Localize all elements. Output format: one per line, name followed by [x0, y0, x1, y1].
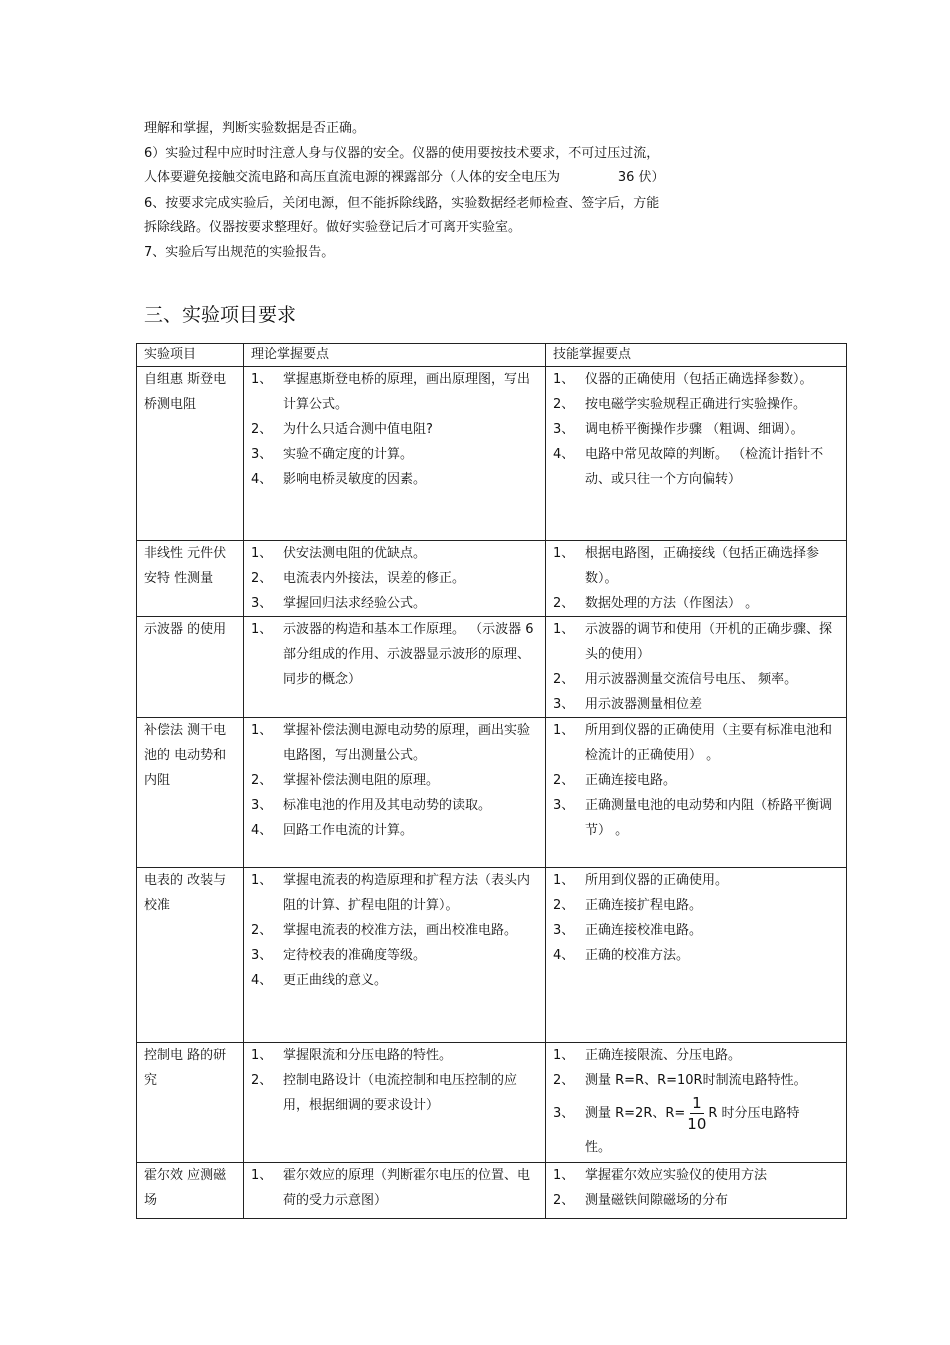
- item-text: 实验不确定度的计算。: [283, 447, 414, 462]
- item-text: 所用到仪器的正确使用（主要有标准电池和检流计的正确使用） 。: [585, 723, 833, 763]
- item-number: 3、: [553, 697, 575, 712]
- item-text: 正确测量电池的电动势和内阻（桥路平衡调节） 。: [585, 798, 833, 838]
- list-item: [251, 467, 539, 492]
- list-item: [251, 566, 539, 591]
- item-text: 掌握回归法求经验公式。: [283, 596, 427, 611]
- project-cell: 自组惠 斯登电桥测电阻: [137, 367, 244, 541]
- item-number: 4、: [553, 948, 575, 963]
- item-number: 1、: [251, 622, 273, 637]
- item-number: 2、: [553, 397, 575, 412]
- header-skill: 技能掌握要点: [546, 344, 847, 367]
- item-number: 1、: [251, 873, 273, 888]
- item-text: 按电磁学实验规程正确进行实验操作。: [585, 397, 807, 412]
- list-item: [553, 918, 840, 943]
- skill-cell: [546, 868, 847, 1043]
- item-number: 2、: [251, 773, 273, 788]
- table-row: [137, 1163, 847, 1219]
- theory-cell: [244, 617, 546, 718]
- skill-cell: [546, 718, 847, 868]
- requirements-table: [136, 343, 847, 1219]
- paragraph-line-4: 6、按要求完成实验后，关闭电源，但不能拆除线路，实验数据经老师检查、签字后，方能: [144, 196, 660, 211]
- table-row: [137, 868, 847, 1043]
- project-cell: 电表的 改装与校准: [137, 868, 244, 1043]
- list-item: [251, 868, 539, 918]
- item-text: 电流表内外接法，误差的修正。: [283, 571, 466, 586]
- paragraph-line-6: 7、实验后写出规范的实验报告。: [144, 245, 335, 260]
- item-number: 1、: [553, 622, 575, 637]
- project-cell: 补偿法 测干电池的 电动势和内阻: [137, 718, 244, 868]
- project-cell: 霍尔效 应测磁场: [137, 1163, 244, 1219]
- item-text: 用示波器测量相位差: [585, 697, 703, 712]
- table-row: [137, 617, 847, 718]
- item-text: 伏安法测电阻的优缺点。: [283, 546, 427, 561]
- item-text: 掌握限流和分压电路的特性。: [283, 1048, 453, 1063]
- list-item: [553, 768, 840, 793]
- item-number: 2、: [553, 898, 575, 913]
- item-text: 正确连接电路。: [585, 773, 677, 788]
- item-number: 4、: [251, 823, 273, 838]
- item-number: 2、: [251, 422, 273, 437]
- fraction: [687, 1093, 706, 1134]
- list-item: [251, 1163, 539, 1213]
- list-item: [553, 392, 840, 417]
- item-number: 2、: [251, 1073, 273, 1088]
- paragraph-line-5: 拆除线路。仪器按要求整理好。做好实验登记后才可离开实验室。: [144, 220, 522, 235]
- table-row: [137, 1043, 847, 1163]
- item-number: 1、: [553, 546, 575, 561]
- item-text: 测量 R=R、R=10R时制流电路特性。: [585, 1073, 807, 1088]
- item-number: 2、: [251, 923, 273, 938]
- list-item: [553, 692, 840, 717]
- item-number: 3、: [251, 948, 273, 963]
- list-item: [553, 893, 840, 918]
- item-text: 为什么只适合测中值电阻?: [283, 422, 433, 437]
- item-number: 2、: [553, 672, 575, 687]
- list-item: [553, 793, 840, 843]
- item-number: 2、: [553, 773, 575, 788]
- table-row: [137, 718, 847, 868]
- list-item: [553, 442, 840, 492]
- header-project: 实验项目: [137, 344, 244, 367]
- project-cell: 非线性 元件伏安特 性测量: [137, 541, 244, 617]
- list-item: [251, 968, 539, 993]
- item-text: 正确连接扩程电路。: [585, 898, 703, 913]
- list-item: [251, 442, 539, 467]
- list-item: [251, 943, 539, 968]
- section-title: 三、实验项目要求: [144, 304, 297, 326]
- item-number: 3、: [251, 447, 273, 462]
- list-item: [251, 591, 539, 616]
- formula-suffix: R 时分压电路特: [708, 1106, 800, 1121]
- list-item: [251, 1043, 539, 1068]
- item-number: 1、: [251, 372, 273, 387]
- item-number: 1、: [251, 1168, 273, 1183]
- theory-cell: [244, 868, 546, 1043]
- list-item: [553, 367, 840, 392]
- item-text: 测量磁铁间隙磁场的分布: [585, 1193, 729, 1208]
- project-cell: 示波器 的使用: [137, 617, 244, 718]
- paragraph-line-3: 人体要避免接触交流电路和高压直流电源的裸露部分（人体的安全电压为 36 伏）: [144, 170, 665, 185]
- skill-cell: [546, 1043, 847, 1163]
- item-text: 所用到仪器的正确使用。: [585, 873, 729, 888]
- list-item: [553, 1043, 840, 1068]
- item-text: 示波器的构造和基本工作原理。 （示波器 6 部分组成的作用、示波器显示波形的原理、同步的概念）: [283, 622, 534, 687]
- item-number: 2、: [553, 1193, 575, 1208]
- list-item: [251, 617, 539, 692]
- table-header-row: [137, 344, 847, 367]
- paragraph-line-2: 6）实验过程中应时时注意人身与仪器的安全。仪器的使用要按技术要求，不可过压过流，: [144, 146, 660, 161]
- item-number: 2、: [251, 571, 273, 586]
- item-text: 电路中常见故障的判断。 （检流计指针不动、或只往一个方向偏转）: [585, 447, 824, 487]
- item-text: [585, 1093, 840, 1160]
- list-item: [553, 943, 840, 968]
- item-number: 1、: [553, 873, 575, 888]
- project-cell: 控制电 路的研究: [137, 1043, 244, 1163]
- table-row: [137, 367, 847, 541]
- list-item: [251, 918, 539, 943]
- list-item: [251, 768, 539, 793]
- theory-cell: [244, 541, 546, 617]
- theory-cell: [244, 1163, 546, 1219]
- list-item: [251, 1068, 539, 1118]
- list-item: [553, 617, 840, 667]
- item-text: 回路工作电流的计算。: [283, 823, 414, 838]
- item-text: 定待校表的准确度等级。: [283, 948, 427, 963]
- item-number: 1、: [553, 723, 575, 738]
- theory-cell: [244, 718, 546, 868]
- skill-cell: [546, 541, 847, 617]
- item-number: 4、: [553, 447, 575, 462]
- item-text: 掌握电流表的校准方法，画出校准电路。: [283, 923, 518, 938]
- paragraph-line-1: 理解和掌握，判断实验数据是否正确。: [144, 121, 366, 136]
- item-text: 用示波器测量交流信号电压、 频率。: [585, 672, 798, 687]
- item-number: 1、: [251, 723, 273, 738]
- item-text: 影响电桥灵敏度的因素。: [283, 472, 427, 487]
- item-text: 掌握霍尔效应实验仪的使用方法: [585, 1168, 768, 1183]
- item-text: 掌握补偿法测电阻的原理。: [283, 773, 440, 788]
- item-text: 数据处理的方法（作图法） 。: [585, 596, 759, 611]
- item-text: 正确的校准方法。: [585, 948, 690, 963]
- item-number: 4、: [251, 472, 273, 487]
- fraction-denominator: 10: [687, 1115, 707, 1133]
- item-text: 霍尔效应的原理（判断霍尔电压的位置、电荷的受力示意图）: [283, 1168, 531, 1208]
- item-text: 示波器的调节和使用（开机的正确步骤、探头的使用）: [585, 622, 833, 662]
- item-text: 标准电池的作用及其电动势的读取。: [283, 798, 492, 813]
- list-item: [553, 1188, 840, 1213]
- item-text: 掌握补偿法测电源电动势的原理，画出实验电路图，写出测量公式。: [283, 723, 531, 763]
- item-text: 控制电路设计（电流控制和电压控制的应用，根据细调的要求设计）: [283, 1073, 518, 1113]
- formula-tail: 性。: [585, 1140, 612, 1155]
- item-text: 正确连接校准电路。: [585, 923, 703, 938]
- item-number: 2、: [553, 596, 575, 611]
- item-number: 2、: [553, 1073, 575, 1088]
- item-text: 仪器的正确使用（包括正确选择参数）。: [585, 372, 813, 387]
- skill-cell: [546, 367, 847, 541]
- item-text: 调电桥平衡操作步骤 （粗调、细调）。: [585, 422, 804, 437]
- item-number: 3、: [553, 798, 575, 813]
- fraction-numerator: 1: [692, 1094, 702, 1112]
- list-item: [553, 718, 840, 768]
- list-item: [553, 541, 840, 591]
- item-number: 3、: [251, 596, 273, 611]
- theory-cell: [244, 367, 546, 541]
- item-text: 掌握电流表的构造原理和扩程方法（表头内阻的计算、扩程电阻的计算）。: [283, 873, 531, 913]
- item-number: 4、: [251, 973, 273, 988]
- item-number: 1、: [553, 1048, 575, 1063]
- item-number: 3、: [553, 1106, 575, 1121]
- list-item: [251, 718, 539, 768]
- list-item: [553, 1068, 840, 1093]
- list-item: [251, 417, 539, 442]
- list-item: [553, 1163, 840, 1188]
- item-text: 根据电路图，正确接线（包括正确选择参数）。: [585, 546, 820, 586]
- item-number: 1、: [251, 1048, 273, 1063]
- skill-cell: [546, 617, 847, 718]
- item-number: 1、: [251, 546, 273, 561]
- item-text: 更正曲线的意义。: [283, 973, 388, 988]
- list-item: [553, 868, 840, 893]
- list-item: [553, 591, 840, 616]
- list-item: [251, 367, 539, 417]
- list-item: [251, 541, 539, 566]
- formula-prefix: 测量 R=2R、R=: [585, 1106, 686, 1121]
- list-item: [553, 1093, 840, 1160]
- header-theory: 理论掌握要点: [244, 344, 546, 367]
- table-row: [137, 541, 847, 617]
- item-number: 1、: [553, 372, 575, 387]
- item-text: 掌握惠斯登电桥的原理，画出原理图，写出计算公式。: [283, 372, 531, 412]
- item-number: 3、: [553, 422, 575, 437]
- list-item: [553, 667, 840, 692]
- theory-cell: [244, 1043, 546, 1163]
- skill-cell: [546, 1163, 847, 1219]
- item-text: 正确连接限流、分压电路。: [585, 1048, 742, 1063]
- list-item: [251, 793, 539, 818]
- list-item: [251, 818, 539, 843]
- item-number: 3、: [553, 923, 575, 938]
- list-item: [553, 417, 840, 442]
- item-number: 3、: [251, 798, 273, 813]
- item-number: 1、: [553, 1168, 575, 1183]
